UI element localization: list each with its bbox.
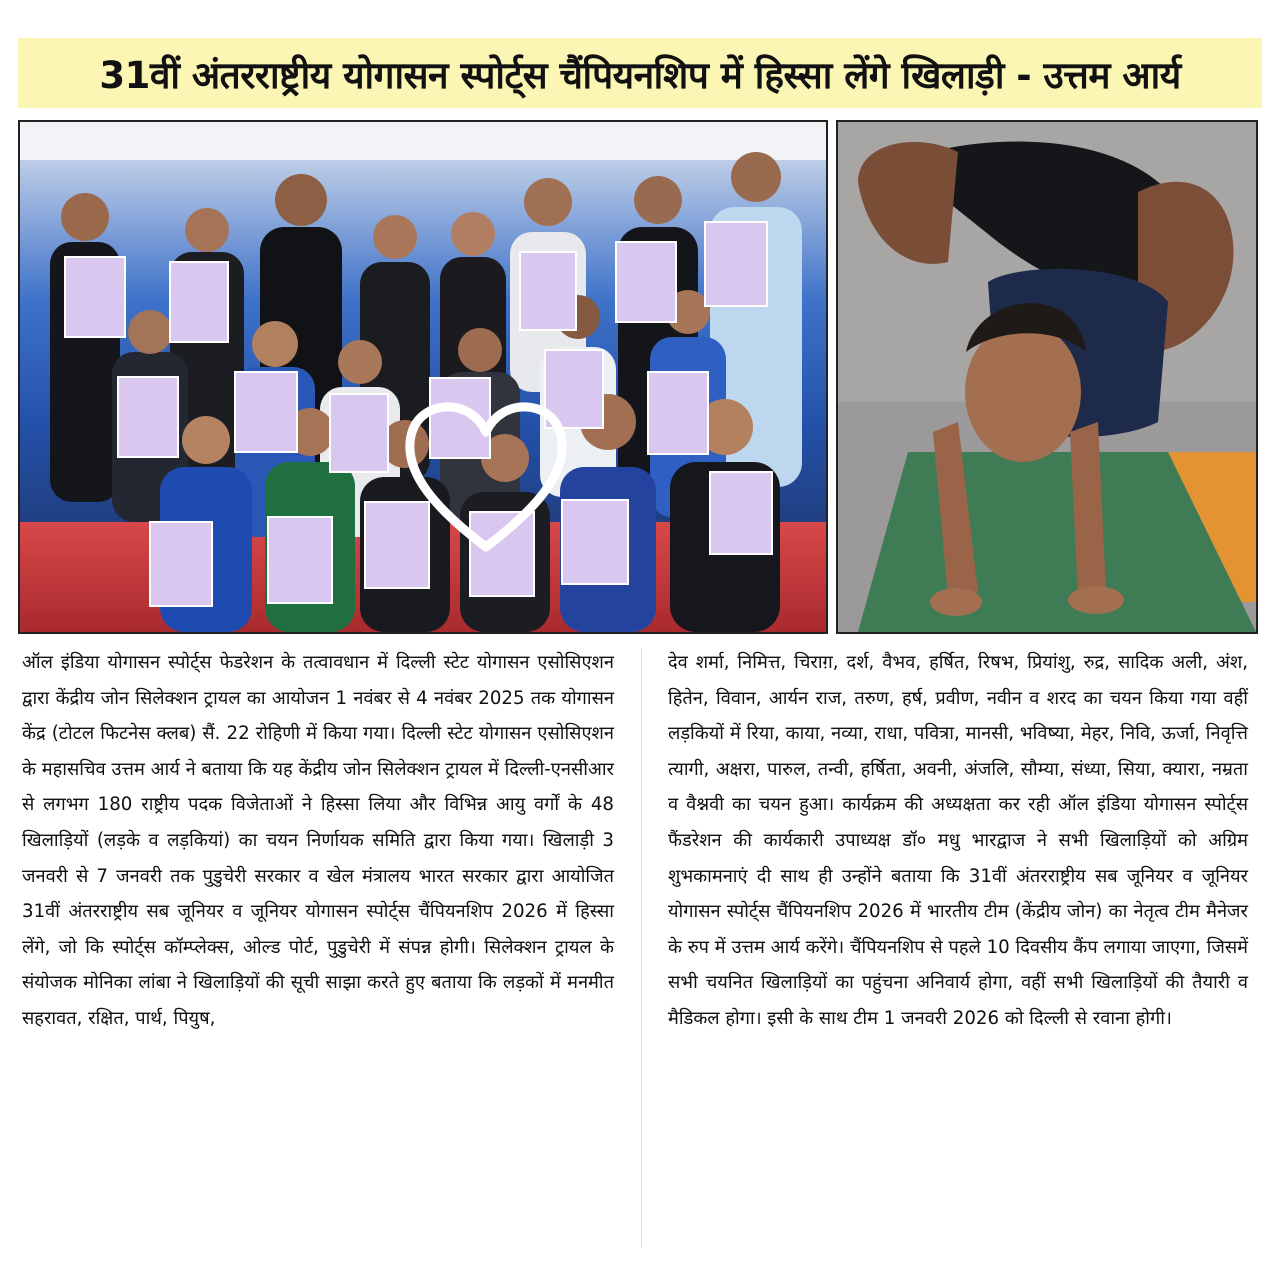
- article-column-left: ऑल इंडिया योगासन स्पोर्ट्स फेडरेशन के तत्वावधान में दिल्ली स्टेट योगासन एसोसिएशन द्वारा केंद्रीय जोन सिलेक्शन ट्रायल का आयोजन 1 नवंबर से 4 नवंबर 2025 तक योगासन केंद्र (टोटल फिटनेस क्लब) सैं. 22 रोहिणी में किया गया। दिल्ली स्टेट योगासन एसोसिएशन के महासचिव उत्तम आर्य ने बताया कि यह केंद्रीय जोन सिलेक्शन ट्रायल में दिल्ली-एनसीआर से लगभग 180 राष्ट्रीय पदक विजेताओं ने हिस्सा लिया और विभिन्न आयु वर्गों के 48 खिलाड़ियों (लड़के व लड़कियां) का चयन निर्णायक समिति द्वारा किया गया। खिलाड़ी 3 जनवरी से 7 जनवरी तक पुडुचेरी सरकार व खेल मंत्रालय भारत सरकार द्वारा आयोजित 31वीं अंतरराष्ट्रीय सब जूनियर व जूनियर योगासन स्पोर्ट्स चैंपियनशिप 2026 में हिस्सा लेंगे, जो कि स्पोर्ट्स कॉम्प्लेक्स, ओल्ड पोर्ट, पुडुचेरी में संपन्न होगी। सिलेक्शन ट्रायल के संयोजक मोनिका लांबा ने खिलाड़ियों की सूची साझा करते हुए बताया कि लड़कों में मनमीत सहरावत, रक्षित, पार्थ, पियुष,: [22, 652, 614, 1029]
- group-photo-illustration: [20, 122, 826, 632]
- headline: 31वीं अंतरराष्ट्रीय योगासन स्पोर्ट्स चैंपियनशिप में हिस्सा लेंगे खिलाड़ी - उत्तम आर्य: [99, 53, 1181, 97]
- article-column-right: देव शर्मा, निमित्त, चिराग़, दर्श, वैभव, हर्षित, रिषभ, प्रियांशु, रुद्र, सादिक अली, अंश, हितेन, विवान, आर्यन राज, तरुण, हर्ष, प्रवीण, नवीन व शरद का चयन किया गया वहीं लड़कियों में रिया, काया, नव्या, राधा, पवित्रा, मानसी, भविष्या, मेहर, निवि, ऊर्जा, निवृत्ति त्यागी, अक्षरा, पारुल, तन्वी, हर्षिता, अवनी, अंजलि, सौम्या, संध्या, सिया, क्यारा, नम्रता व वैश्नवी का चयन हुआ। कार्यक्रम की अध्यक्षता कर रही ऑल इंडिया योगासन स्पोर्ट्स फैंडरेशन की कार्यकारी उपाध्यक्ष डॉ० मधु भारद्वाज ने सभी खिलाड़ियों को अग्रिम शुभकामनाएं दी साथ ही उन्होंने बताया कि 31वीं अंतरराष्ट्रीय सब जूनियर व जूनियर योगासन स्पोर्ट्स चैंपियनशिप 2026 में भारतीय टीम (केंद्रीय जोन) का नेतृत्व टीम मैनेजर के रुप में उत्तम आर्य करेंगे। चैंपियनशिप से पहले 10 दिवसीय कैंप लगाया जाएगा, जिसमें सभी चयनित खिलाड़ियों का पहुंचना अनिवार्य होगा, वहीं सभी खिलाड़ियों की तैयारी व मैडिकल होगा। इसी के साथ टीम 1 जनवरी 2026 को दिल्ली से रवाना होगी।: [668, 652, 1248, 1029]
- yoga-pose-illustration: [838, 122, 1256, 632]
- column-divider: [641, 648, 642, 1248]
- yoga-pose-photo: [836, 120, 1258, 634]
- group-photo: [18, 120, 828, 634]
- headline-banner: [18, 38, 1262, 108]
